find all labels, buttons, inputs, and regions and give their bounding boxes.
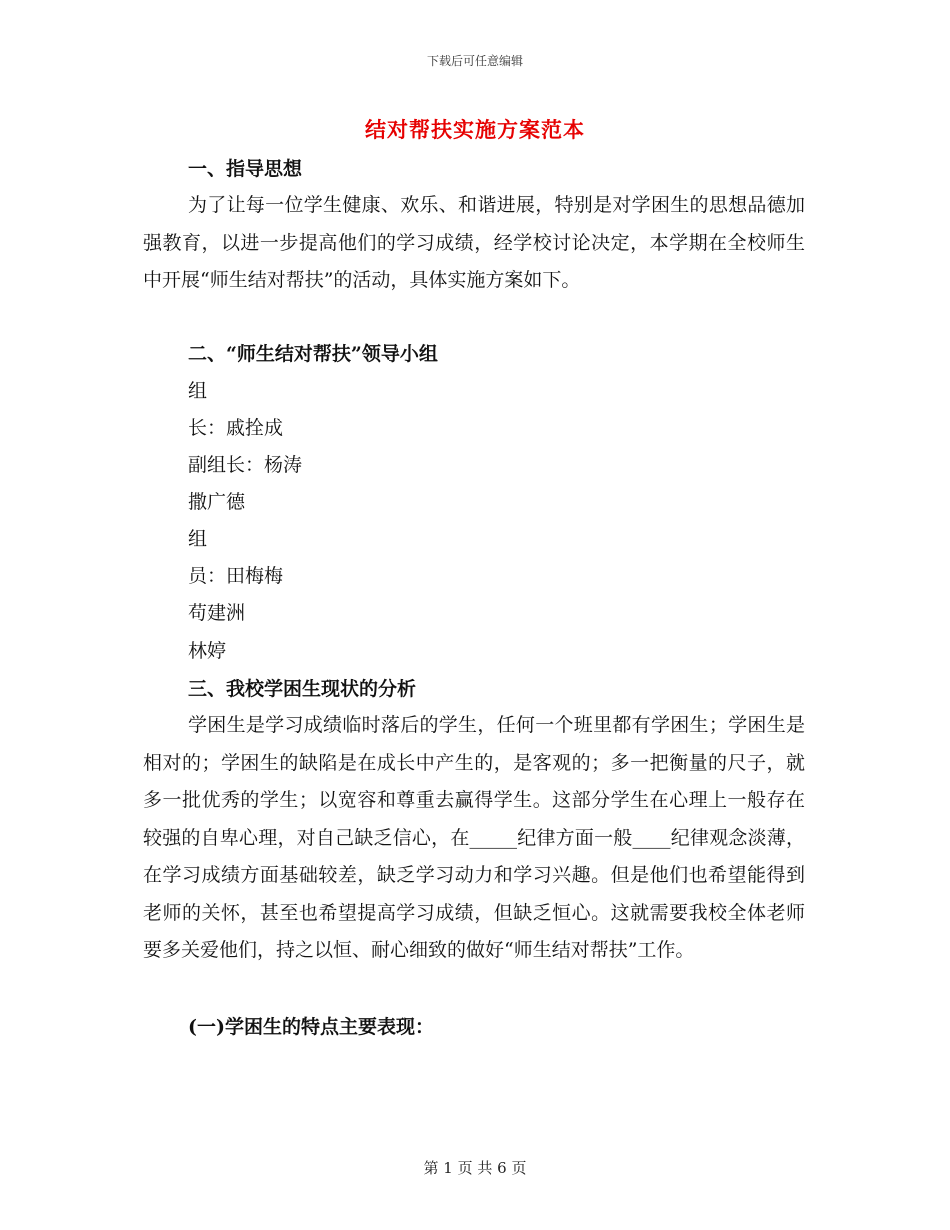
section3-paragraph: 学困生是学习成绩临时落后的学生，任何一个班里都有学困生；学困生是相对的；学困生的缺陷是在成长中产生的，是客观的；多一把衡量的尺子，就多一批优秀的学生；以宽容和尊重去赢得学生。这部分学生在心理上一般存在较强的自卑心理，对自己缺乏信心，在_____纪律方面一般____纪律观念淡薄，在学习成绩方面基础较差，缺乏学习动力和学习兴趣。但是他们也希望能得到老师的关怀，甚至也希望提高学习成绩，但缺乏恒心。这就需要我校全体老师要多关爱他们，持之以恒、耐心细致的做好“师生结对帮扶”工作。 <box>143 714 805 961</box>
leadership-line: 组 <box>188 380 208 402</box>
section1-paragraph: 为了让每一位学生健康、欢乐、和谐进展，特别是对学困生的思想品德加强教育，以进一步提高他们的学习成绩，经学校讨论决定，本学期在全校师生中开展“师生结对帮扶”的活动，具体实施方案如下。 <box>143 194 805 291</box>
section3-subheading: (一)学困生的特点主要表现： <box>188 1016 434 1038</box>
leadership-line: 林婷 <box>188 640 227 662</box>
leadership-line: 副组长：杨涛 <box>188 454 303 476</box>
leadership-line: 组 <box>188 528 208 550</box>
section3-heading: 三、我校学困生现状的分析 <box>188 678 417 700</box>
section2-heading: 二、“师生结对帮扶”领导小组 <box>188 343 438 365</box>
leadership-line: 员：田梅梅 <box>188 565 284 587</box>
page-number: 第 1 页 共 6 页 <box>423 1159 527 1177</box>
leadership-line: 撒广德 <box>188 491 246 513</box>
section1-heading: 一、指导思想 <box>188 158 303 180</box>
page-header-note: 下载后可任意编辑 <box>426 54 523 68</box>
leadership-line: 苟建洲 <box>188 602 246 624</box>
document-title: 结对帮扶实施方案范本 <box>365 117 585 142</box>
leadership-line: 长：戚拴成 <box>188 417 284 439</box>
